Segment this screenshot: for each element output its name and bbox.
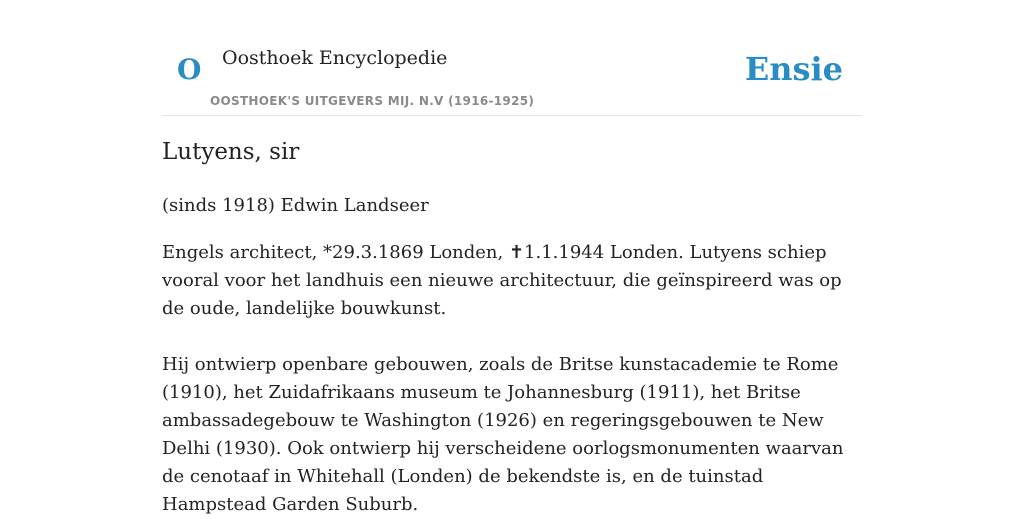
source-header: [162, 40, 862, 116]
entry-subtitle: (sinds 1918) Edwin Landseer: [162, 195, 429, 216]
source-logo[interactable]: O: [177, 53, 202, 86]
entry-paragraph: Hij ontwierp openbare gebouwen, zoals de Britse kunstacademie te Rome (1910), het Zuidafrikaans museum te Johannesburg (1911), het Britse ambassadegebouw te Washington (1926) en regeringsgebouwen te New Delhi (1930). Ook ontwierp hij verscheidene oorlogsmonumenten waarvan de cenotaaf in Whitehall (Londen) de bekendste is, en de tuinstad Hampstead Garden Suburb.: [162, 354, 844, 515]
brand-logo[interactable]: Ensie: [744, 50, 843, 88]
entry-paragraph: Engels architect, *29.3.1869 Londen, ✝1.1.1944 Londen. Lutyens schiep vooral voor het landhuis een nieuwe architectuur, die geïnspireerd was op de oude, landelijke bouwkunst.: [162, 242, 842, 319]
entry-body: [162, 239, 866, 519]
source-subtitle: OOSTHOEK'S UITGEVERS MIJ. N.V (1916-1925): [210, 94, 535, 108]
source-title[interactable]: Oosthoek Encyclopedie: [222, 47, 448, 69]
entry-title: Lutyens, sir: [162, 139, 300, 165]
